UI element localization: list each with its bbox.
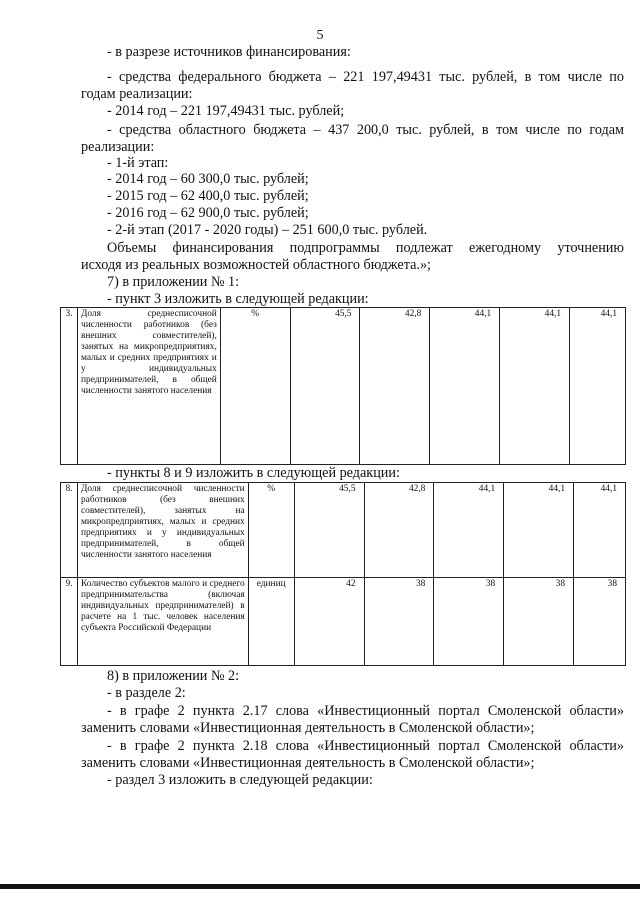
- text-line: годам реализации:: [81, 86, 193, 102]
- text-line: - 2015 год – 62 400,0 тыс. рублей;: [107, 188, 309, 204]
- table-row: [61, 578, 626, 666]
- indicator-description: Количество субъектов малого и среднего предпринимательства (включая индивидуальных предпринимателей) в расчете на 1 тыс. человек населения субъекта Российской Федерации: [77, 578, 248, 666]
- text-line: - в графе 2 пункта 2.18 слова «Инвестиционный портал Смоленской области»: [107, 738, 624, 754]
- indicator-description: Доля среднесписочной численности работников (без внешних совместителей), занятых на микропредприятиях, малых и средних предприятиях и у индивидуальных предпринимателей, в общей численности занятого населения: [77, 483, 248, 578]
- text-line: - в разделе 2:: [107, 685, 186, 701]
- value-cell: 38: [434, 578, 504, 666]
- text-line: - пункты 8 и 9 изложить в следующей редакции:: [107, 465, 400, 481]
- value-cell: 44,1: [504, 483, 574, 578]
- text-line: исходя из реальных возможностей областного бюджета.»;: [81, 257, 431, 273]
- row-number: 9.: [61, 578, 78, 666]
- table-points-8-9: [60, 482, 626, 666]
- text-line: заменить словами «Инвестиционная деятельность в Смоленской области»;: [81, 755, 535, 771]
- value-cell: 44,1: [430, 308, 500, 465]
- row-number: 3.: [61, 308, 78, 465]
- value-cell: 38: [364, 578, 434, 666]
- text-line: - 2-й этап (2017 - 2020 годы) – 251 600,0 тыс. рублей.: [107, 222, 428, 238]
- text-line: - 2014 год – 221 197,49431 тыс. рублей;: [107, 103, 345, 119]
- text-line: - пункт 3 изложить в следующей редакции:: [107, 291, 369, 307]
- value-cell: 45,5: [294, 483, 364, 578]
- text-line: - раздел 3 изложить в следующей редакции:: [107, 772, 373, 788]
- unit-cell: единиц: [248, 578, 294, 666]
- table-row: [61, 308, 626, 465]
- value-cell: 42: [294, 578, 364, 666]
- text-line: заменить словами «Инвестиционная деятельность в Смоленской области»;: [81, 720, 535, 736]
- text-line: - 1-й этап:: [107, 155, 169, 171]
- text-line: 7) в приложении № 1:: [107, 274, 240, 290]
- text-line: Объемы финансирования подпрограммы подлежат ежегодному уточнению: [107, 240, 624, 256]
- text-line: 8) в приложении № 2:: [107, 668, 240, 684]
- value-cell: 42,8: [360, 308, 430, 465]
- value-cell: 45,5: [290, 308, 360, 465]
- value-cell: 44,1: [500, 308, 570, 465]
- value-cell: 44,1: [574, 483, 626, 578]
- page-number: 5: [316, 28, 324, 43]
- value-cell: 44,1: [570, 308, 626, 465]
- text-line: - 2014 год – 60 300,0 тыс. рублей;: [107, 171, 309, 187]
- value-cell: 42,8: [364, 483, 434, 578]
- text-line: - в разрезе источников финансирования:: [107, 44, 351, 60]
- indicator-description: Доля среднесписочной численности работников (без внешних совместителей), занятых на микропредприятиях, малых и средних предприятиях и у индивидуальных предпринимателей, в общей численности занятого населения: [77, 308, 220, 465]
- value-cell: 44,1: [434, 483, 504, 578]
- text-line: реализации:: [81, 139, 155, 155]
- table-point-3: [60, 307, 626, 465]
- row-number: 8.: [61, 483, 78, 578]
- text-line: - 2016 год – 62 900,0 тыс. рублей;: [107, 205, 309, 221]
- unit-cell: %: [220, 308, 290, 465]
- unit-cell: %: [248, 483, 294, 578]
- scan-bottom-edge: [0, 884, 640, 889]
- value-cell: 38: [574, 578, 626, 666]
- table-row: [61, 483, 626, 578]
- text-line: - в графе 2 пункта 2.17 слова «Инвестиционный портал Смоленской области»: [107, 703, 624, 719]
- value-cell: 38: [504, 578, 574, 666]
- text-line: - средства федерального бюджета – 221 197,49431 тыс. рублей, в том числе по: [107, 69, 624, 85]
- text-line: - средства областного бюджета – 437 200,0 тыс. рублей, в том числе по годам: [107, 122, 624, 138]
